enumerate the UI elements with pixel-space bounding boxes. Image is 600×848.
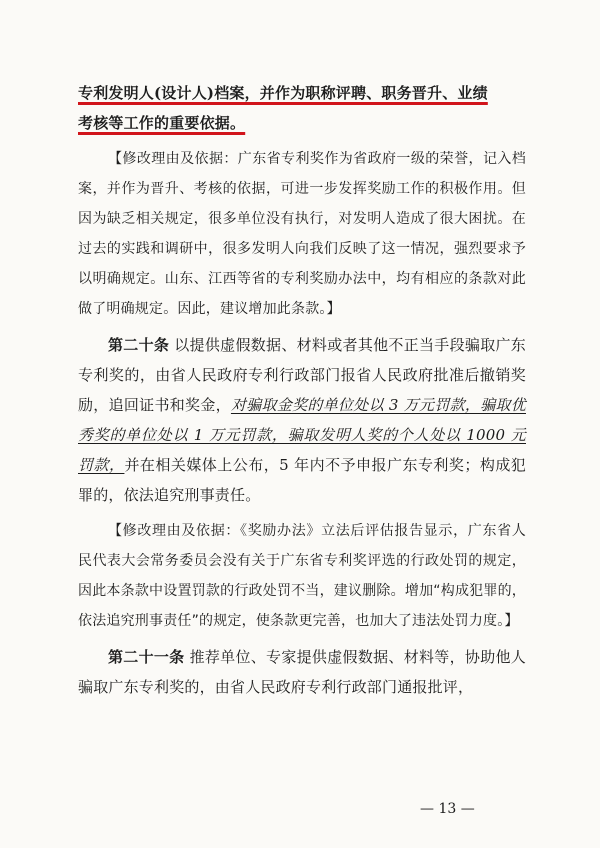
- para-archive-line2-text: 考核等工作的重要依据。: [78, 114, 246, 132]
- article-20-text-a: 以提供虚假数据、材料或者其他不正当手段骗取广东专利奖的，由省人民政府专利行政部门报省人民政府批准后撤销奖励，追回证书和奖金，: [78, 336, 526, 414]
- document-page: [78, 78, 526, 702]
- article-20: [78, 330, 526, 510]
- article-21-heading: 第二十一条: [108, 648, 185, 666]
- para-archive-line2: [78, 108, 526, 138]
- page-number: — 13 —: [420, 801, 475, 817]
- para-archive-line1: 专利发明人(设计人)档案，并作为职称评聘、职务晋升、业绩: [78, 84, 488, 102]
- article-21-text: 推荐单位、专家提供虚假数据、材料等，协助他人骗取广东专利奖的，由省人民政府专利行政部门通报批评，: [78, 648, 526, 696]
- article-20-text-b: 并在相关媒体上公布，5 年内不予申报广东专利奖；构成犯罪的，依法追究刑事责任。: [78, 456, 527, 504]
- article-20-fine-clause: 对骗取金奖的单位处以 3 万元罚款，骗取优秀奖的单位处以 1 万元罚款，骗取发明人奖的个人处以 1000 元罚款，: [78, 396, 526, 474]
- article-21: [78, 642, 526, 702]
- revision-note-2: 【修改理由及依据：《奖励办法》立法后评估报告显示，广东省人民代表大会常务委员会没有关于广东省专利奖评选的行政处罚的规定，因此本条款中设置罚款的行政处罚不当，建议删除。增加“构成犯罪的，依法追究刑事责任”的规定，使条款更完善，也加大了违法处罚力度。】: [78, 523, 526, 629]
- revision-note-1: 【修改理由及依据：广东省专利奖作为省政府一级的荣誉，记入档案，并作为晋升、考核的依据，可进一步发挥奖励工作的积极作用。但因为缺乏相关规定，很多单位没有执行，对发明人造成了很大困扰。在过去的实践和调研中，很多发明人向我们反映了这一情况，强烈要求予以明确规定。山东、江西等省的专利奖励办法中，均有相应的条款对此做了明确规定。因此，建议增加此条款。】: [78, 151, 526, 317]
- article-20-heading: 第二十条: [108, 336, 170, 354]
